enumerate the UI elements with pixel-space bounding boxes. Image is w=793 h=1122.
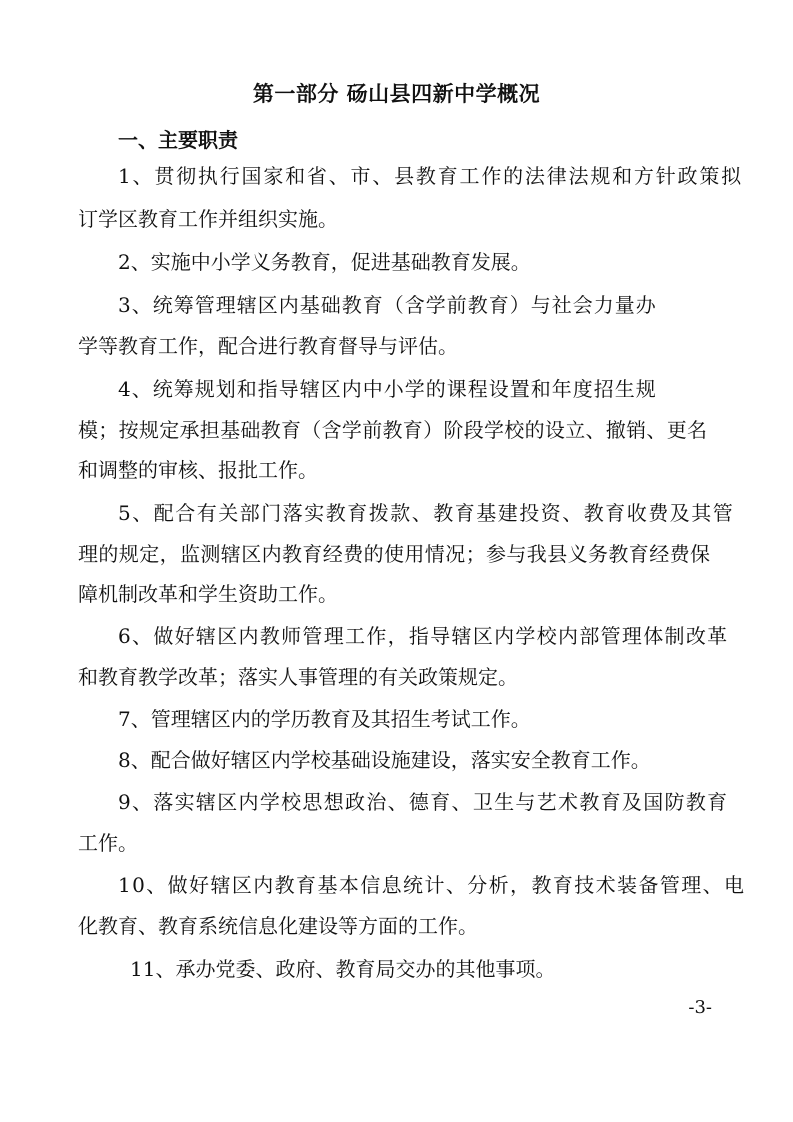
duty-4-line-1: 4、统筹规划和指导辖区内中小学的课程设置和年度招生规 bbox=[118, 377, 657, 401]
section-heading: 一、主要职责 bbox=[118, 128, 238, 152]
duty-6-line-2: 和教育教学改革；落实人事管理的有关政策规定。 bbox=[78, 665, 518, 689]
duty-3-line-1: 3、统筹管理辖区内基础教育（含学前教育）与社会力量办 bbox=[118, 293, 657, 317]
duty-11-line-1: 11、承办党委、政府、教育局交办的其他事项。 bbox=[130, 957, 556, 981]
duty-5-line-1: 5、配合有关部门落实教育拨款、教育基建投资、教育收费及其管 bbox=[118, 501, 735, 525]
duty-10-line-1: 10、做好辖区内教育基本信息统计、分析，教育技术装备管理、电 bbox=[118, 873, 746, 897]
page-title: 第一部分 砀山县四新中学概况 bbox=[252, 82, 541, 106]
duty-3-line-2: 学等教育工作，配合进行教育督导与评估。 bbox=[78, 334, 458, 358]
duty-9-line-1: 9、落实辖区内学校思想政治、德育、卫生与艺术教育及国防教育 bbox=[118, 790, 729, 814]
duty-9-line-2: 工作。 bbox=[78, 831, 138, 855]
duty-5-line-3: 障机制改革和学生资助工作。 bbox=[78, 582, 338, 606]
duty-5-line-2: 理的规定，监测辖区内教育经费的使用情况；参与我县义务教育经费保 bbox=[78, 542, 711, 566]
duty-10-line-2: 化教育、教育系统信息化建设等方面的工作。 bbox=[78, 914, 478, 938]
duty-8-line-1: 8、配合做好辖区内学校基础设施建设，落实安全教育工作。 bbox=[118, 748, 651, 772]
duty-4-line-3: 和调整的审核、报批工作。 bbox=[78, 458, 318, 482]
duty-4-line-2: 模；按规定承担基础教育（含学前教育）阶段学校的设立、撤销、更名 bbox=[78, 418, 708, 442]
duty-7-line-1: 7、管理辖区内的学历教育及其招生考试工作。 bbox=[118, 707, 531, 731]
duty-2-line-1: 2、实施中小学义务教育，促进基础教育发展。 bbox=[118, 250, 531, 274]
duty-1-line-2: 订学区教育工作并组织实施。 bbox=[78, 207, 338, 231]
duty-6-line-1: 6、做好辖区内教师管理工作，指导辖区内学校内部管理体制改革 bbox=[118, 624, 729, 648]
page-number: -3- bbox=[688, 997, 712, 1018]
duty-1-line-1: 1、贯彻执行国家和省、市、县教育工作的法律法规和方针政策拟 bbox=[118, 164, 743, 188]
